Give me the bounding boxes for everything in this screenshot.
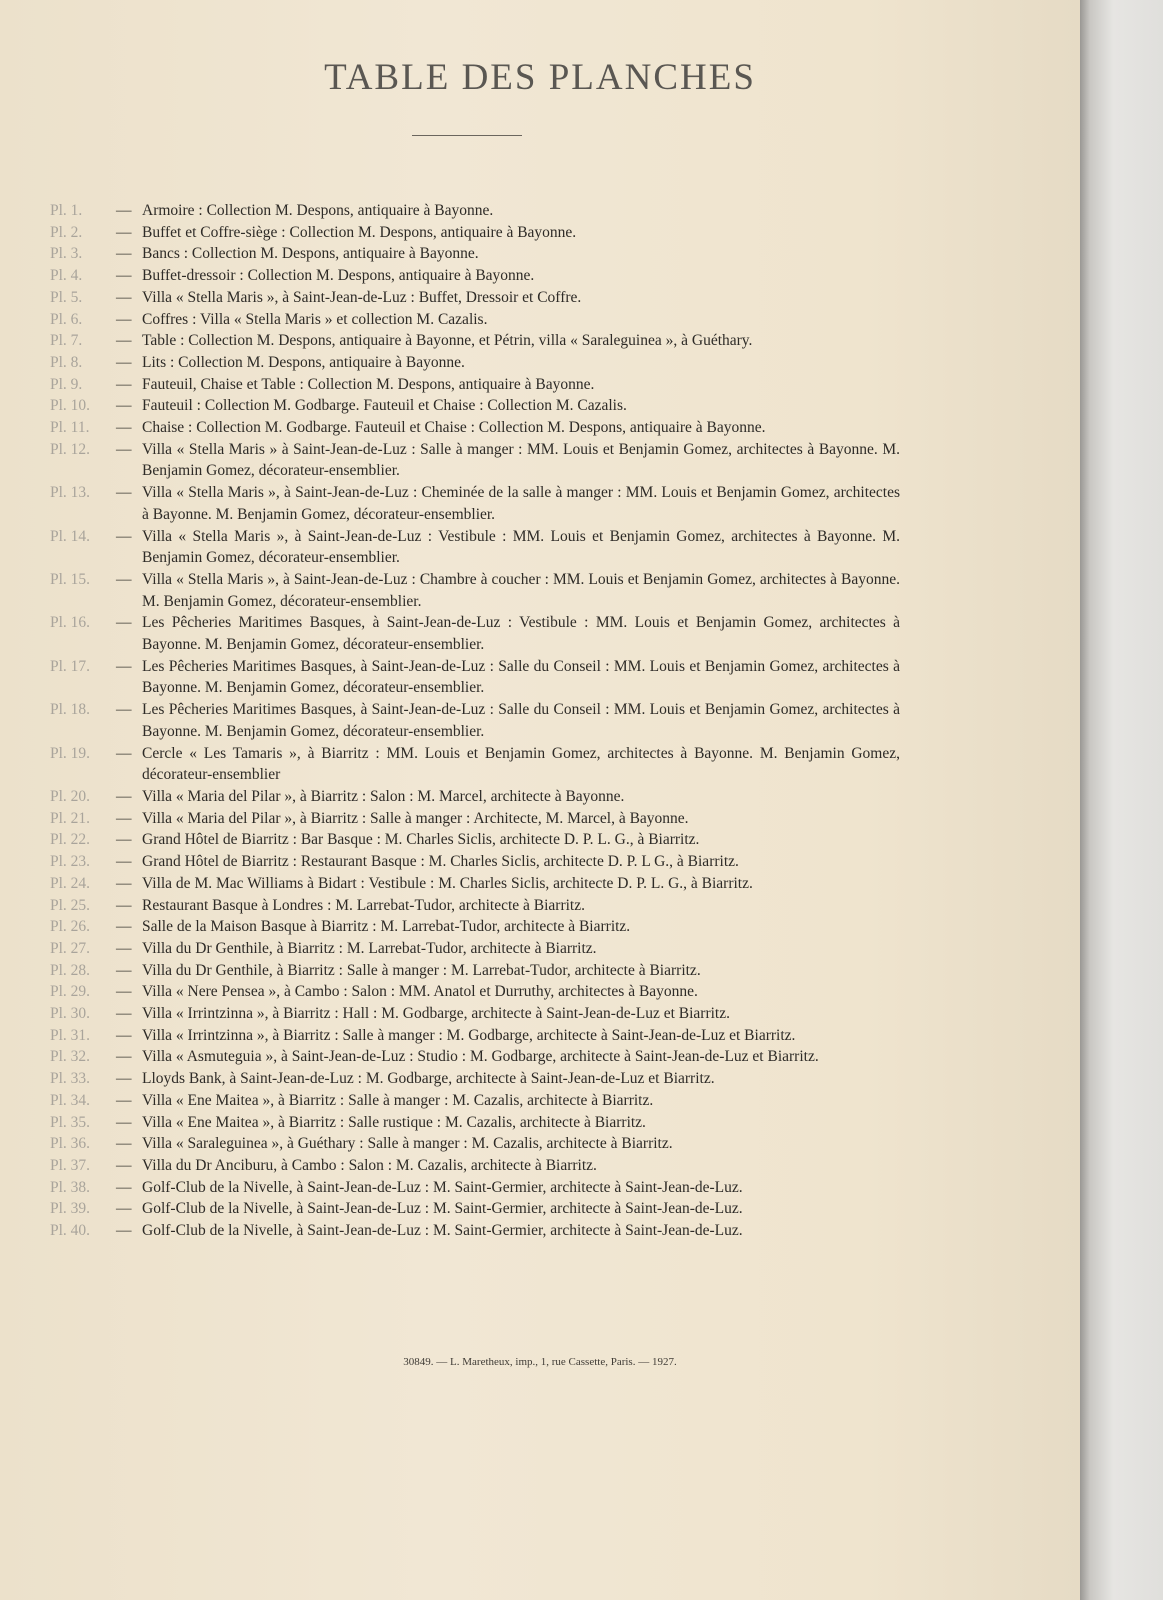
- plate-entry: [50, 395, 900, 417]
- printer-imprint: 30849. — L. Maretheux, imp., 1, rue Cassette, Paris. — 1927.: [403, 1356, 677, 1368]
- plate-description: Villa « Maria del Pilar », à Biarritz : Salon : M. Marcel, architecte à Bayonne.: [142, 787, 625, 805]
- plate-entry: [50, 330, 900, 352]
- plate-description: Villa « Stella Maris », à Saint-Jean-de-Luz : Cheminée de la salle à manger : MM. Louis et Benjamin Gomez, architectes à Bayonne. M. Benjamin Gomez, décorateur-ensemblier.: [142, 484, 900, 523]
- entry-dash: —: [116, 1026, 132, 1044]
- entry-dash: —: [116, 1091, 132, 1109]
- plate-description: Villa « Ene Maitea », à Biarritz : Salle à manger : M. Cazalis, architecte à Biarritz.: [142, 1091, 654, 1109]
- entry-dash: —: [116, 657, 132, 675]
- plate-number: Pl. 9.: [50, 375, 83, 393]
- plate-number: Pl. 21.: [50, 809, 91, 827]
- entry-dash: —: [116, 310, 132, 328]
- plate-entry: [50, 829, 900, 851]
- entry-dash: —: [116, 614, 132, 632]
- plate-description: Villa « Stella Maris », à Saint-Jean-de-Luz : Chambre à coucher : MM. Louis et Benjamin Gomez, architectes à Bayonne. M. Benjamin Gomez, décorateur-ensemblier.: [142, 570, 900, 610]
- plate-description: Villa « Ene Maitea », à Biarritz : Salle rustique : M. Cazalis, architecte à Biarritz.: [142, 1113, 646, 1131]
- plate-entry: [50, 417, 900, 439]
- plate-description: Coffres : Villa « Stella Maris » et collection M. Cazalis.: [142, 310, 488, 328]
- plate-entry: [50, 960, 900, 982]
- plate-description: Fauteuil, Chaise et Table : Collection M. Despons, antiquaire à Bayonne.: [142, 375, 595, 393]
- plate-entry: [50, 1112, 900, 1134]
- entry-dash: —: [116, 332, 132, 350]
- plate-number: Pl. 8.: [50, 353, 83, 371]
- plate-description: Grand Hôtel de Biarritz : Restaurant Basque : M. Charles Siclis, architecte D. P. L G., à Biarritz.: [142, 853, 739, 871]
- entry-dash: —: [116, 1070, 132, 1088]
- entry-dash: —: [116, 1005, 132, 1023]
- entry-dash: —: [116, 701, 132, 719]
- plate-description: Villa « Irrintzinna », à Biarritz : Hall : M. Godbarge, architecte à Saint-Jean-de-Luz et Biarritz.: [142, 1005, 730, 1023]
- plate-description: Golf-Club de la Nivelle, à Saint-Jean-de-Luz : M. Saint-Germier, architecte à Saint-Jean-de-Luz.: [142, 1200, 743, 1218]
- plate-description: Villa « Saraleguinea », à Guéthary : Salle à manger : M. Cazalis, architecte à Biarritz.: [142, 1135, 673, 1153]
- plate-number: Pl. 29.: [50, 983, 91, 1001]
- plate-description: Villa du Dr Anciburu, à Cambo : Salon : M. Cazalis, architecte à Biarritz.: [142, 1156, 597, 1174]
- plate-entry: [50, 1220, 900, 1242]
- plate-description: Villa de M. Mac Williams à Bidart : Vestibule : M. Charles Siclis, architecte D. P. L. G., à Biarritz.: [142, 874, 753, 892]
- plate-entry: [50, 1133, 900, 1155]
- plate-number: Pl. 33.: [50, 1070, 91, 1088]
- plate-number: Pl. 20.: [50, 787, 91, 805]
- plate-entry: [50, 439, 900, 482]
- entry-dash: —: [116, 896, 132, 914]
- plate-description: Grand Hôtel de Biarritz : Bar Basque : M. Charles Siclis, architecte D. P. L. G., à Biarritz.: [142, 831, 700, 849]
- plate-entry: [50, 1090, 900, 1112]
- plate-number: Pl. 7.: [50, 332, 83, 350]
- entry-dash: —: [116, 939, 132, 957]
- entry-dash: —: [116, 288, 132, 306]
- plate-number: Pl. 25.: [50, 896, 91, 914]
- plate-description: Golf-Club de la Nivelle, à Saint-Jean-de-Luz : M. Saint-Germier, architecte à Saint-Jean-de-Luz.: [142, 1178, 743, 1196]
- title-rule: [412, 135, 522, 136]
- plate-description: Villa du Dr Genthile, à Biarritz : M. Larrebat-Tudor, architecte à Biarritz.: [142, 939, 597, 957]
- plate-number: Pl. 5.: [50, 288, 83, 306]
- plate-description: Lloyds Bank, à Saint-Jean-de-Luz : M. Godbarge, architecte à Saint-Jean-de-Luz et Biarritz.: [142, 1070, 715, 1088]
- plate-description: Les Pêcheries Maritimes Basques, à Saint-Jean-de-Luz : Salle du Conseil : MM. Louis et Benjamin Gomez, architectes à Bayonne. M. Benjamin Gomez, décorateur-ensemblier.: [142, 701, 900, 740]
- plate-number: Pl. 17.: [50, 657, 91, 675]
- plate-description: Golf-Club de la Nivelle, à Saint-Jean-de-Luz : M. Saint-Germier, architecte à Saint-Jean-de-Luz.: [142, 1222, 743, 1240]
- plate-number: Pl. 24.: [50, 874, 91, 892]
- plate-description: Cercle « Les Tamaris », à Biarritz : MM. Louis et Benjamin Gomez, architectes à Bayonne. M. Benjamin Gomez, décorateur-ensemblier: [142, 744, 900, 784]
- entry-dash: —: [116, 809, 132, 827]
- entry-dash: —: [116, 744, 132, 762]
- plate-entry: [50, 200, 900, 222]
- plate-entry: [50, 873, 900, 895]
- entry-dash: —: [116, 1178, 132, 1196]
- plate-description: Salle de la Maison Basque à Biarritz : M. Larrebat-Tudor, architecte à Biarritz.: [142, 918, 631, 936]
- entry-dash: —: [116, 1048, 132, 1066]
- page-edge: [1080, 0, 1163, 1600]
- plate-number: Pl. 23.: [50, 853, 91, 871]
- plate-entry: [50, 851, 900, 873]
- plate-description: Buffet-dressoir : Collection M. Despons, antiquaire à Bayonne.: [142, 267, 535, 285]
- entry-dash: —: [116, 1200, 132, 1218]
- entry-dash: —: [116, 1113, 132, 1131]
- plate-number: Pl. 16.: [50, 614, 91, 632]
- plate-entry: [50, 938, 900, 960]
- plate-number: Pl. 39.: [50, 1200, 91, 1218]
- plate-number: Pl. 13.: [50, 484, 91, 502]
- plate-description: Villa « Stella Maris », à Saint-Jean-de-Luz : Vestibule : MM. Louis et Benjamin Gomez, architectes à Bayonne. M. Benjamin Gomez, décorateur-ensemblier.: [142, 527, 900, 567]
- plate-description: Restaurant Basque à Londres : M. Larrebat-Tudor, architecte à Biarritz.: [142, 896, 585, 914]
- plate-number: Pl. 18.: [50, 701, 91, 719]
- entry-dash: —: [116, 570, 132, 588]
- plate-number: Pl. 28.: [50, 961, 91, 979]
- plate-number: Pl. 10.: [50, 397, 91, 415]
- entry-dash: —: [116, 918, 132, 936]
- plate-entry: [50, 1003, 900, 1025]
- plate-entry: [50, 265, 900, 287]
- plate-entry: [50, 1155, 900, 1177]
- plate-description: Villa « Stella Maris », à Saint-Jean-de-Luz : Buffet, Dressoir et Coffre.: [142, 288, 582, 306]
- plate-entry: [50, 1177, 900, 1199]
- plate-entry: [50, 374, 900, 396]
- entry-dash: —: [116, 961, 132, 979]
- plate-entry: [50, 1198, 900, 1220]
- plate-description: Villa « Nere Pensea », à Cambo : Salon : MM. Anatol et Durruthy, architectes à Bayonne.: [142, 983, 698, 1001]
- plate-entry: [50, 981, 900, 1003]
- entry-dash: —: [116, 484, 132, 502]
- plate-number: Pl. 38.: [50, 1178, 91, 1196]
- plate-number: Pl. 27.: [50, 939, 91, 957]
- plate-description: Fauteuil : Collection M. Godbarge. Fauteuil et Chaise : Collection M. Cazalis.: [142, 397, 627, 415]
- entry-dash: —: [116, 202, 132, 219]
- plate-description: Chaise : Collection M. Godbarge. Fauteuil et Chaise : Collection M. Despons, antiquaire à Bayonne.: [142, 419, 766, 437]
- plate-number: Pl. 26.: [50, 918, 91, 936]
- plate-entry: [50, 287, 900, 309]
- plate-number: Pl. 19.: [50, 744, 91, 762]
- plates-list: [50, 200, 900, 1242]
- entry-dash: —: [116, 245, 132, 263]
- plate-entry: [50, 1068, 900, 1090]
- plate-number: Pl. 6.: [50, 310, 83, 328]
- entry-dash: —: [116, 1222, 132, 1240]
- plate-description: Villa du Dr Genthile, à Biarritz : Salle à manger : M. Larrebat-Tudor, architecte à Biarritz.: [142, 961, 701, 979]
- plate-description: Villa « Maria del Pilar », à Biarritz : Salle à manger : Architecte, M. Marcel, à Bayonne.: [142, 809, 689, 827]
- plate-number: Pl. 2.: [50, 223, 83, 241]
- plate-number: Pl. 40.: [50, 1222, 91, 1240]
- plate-number: Pl. 3.: [50, 245, 83, 263]
- plate-description: Lits : Collection M. Despons, antiquaire à Bayonne.: [142, 353, 465, 371]
- plate-description: Les Pêcheries Maritimes Basques, à Saint-Jean-de-Luz : Vestibule : MM. Louis et Benjamin Gomez, architectes à Bayonne. M. Benjamin Gomez, décorateur-ensemblier.: [142, 614, 900, 654]
- plate-number: Pl. 35.: [50, 1113, 91, 1131]
- plate-number: Pl. 36.: [50, 1135, 91, 1153]
- plate-number: Pl. 14.: [50, 527, 91, 545]
- entry-dash: —: [116, 1156, 132, 1174]
- plate-entry: [50, 808, 900, 830]
- entry-dash: —: [116, 787, 132, 805]
- plate-entry: [50, 786, 900, 808]
- plate-number: Pl. 32.: [50, 1048, 91, 1066]
- entry-dash: —: [116, 353, 132, 371]
- plate-entry: [50, 895, 900, 917]
- plate-entry: [50, 526, 900, 569]
- plate-number: Pl. 22.: [50, 831, 91, 849]
- plate-entry: [50, 1046, 900, 1068]
- plate-entry: [50, 569, 900, 612]
- plate-entry: [50, 482, 900, 525]
- plate-entry: [50, 699, 900, 742]
- entry-dash: —: [116, 440, 132, 458]
- plate-number: Pl. 12.: [50, 440, 91, 458]
- plate-entry: [50, 222, 900, 244]
- entry-dash: —: [116, 983, 132, 1001]
- plate-number: Pl. 30.: [50, 1005, 91, 1023]
- entry-dash: —: [116, 419, 132, 437]
- plate-description: Table : Collection M. Despons, antiquaire à Bayonne, et Pétrin, villa « Saraleguinea », à Guéthary.: [142, 332, 753, 350]
- plate-entry: [50, 612, 900, 655]
- plate-entry: [50, 743, 900, 786]
- entry-dash: —: [116, 874, 132, 892]
- entry-dash: —: [116, 223, 132, 241]
- plate-entry: [50, 656, 900, 699]
- entry-dash: —: [116, 527, 132, 545]
- plate-description: Buffet et Coffre-siège : Collection M. Despons, antiquaire à Bayonne.: [142, 223, 577, 241]
- plate-entry: [50, 352, 900, 374]
- entry-dash: —: [116, 375, 132, 393]
- plate-number: Pl. 11.: [50, 419, 90, 437]
- plate-description: Bancs : Collection M. Despons, antiquaire à Bayonne.: [142, 245, 479, 263]
- plate-number: Pl. 4.: [50, 267, 83, 285]
- entry-dash: —: [116, 831, 132, 849]
- entry-dash: —: [116, 1135, 132, 1153]
- page-title: TABLE DES PLANCHES: [324, 57, 756, 98]
- plate-description: Armoire : Collection M. Despons, antiquaire à Bayonne.: [142, 202, 494, 219]
- plate-entry: [50, 309, 900, 331]
- plate-description: Villa « Irrintzinna », à Biarritz : Salle à manger : M. Godbarge, architecte à Saint-Jean-de-Luz et Biarritz.: [142, 1026, 796, 1044]
- plate-description: Villa « Asmuteguia », à Saint-Jean-de-Luz : Studio : M. Godbarge, architecte à Saint-Jean-de-Luz et Biarritz.: [142, 1048, 819, 1066]
- plate-number: Pl. 31.: [50, 1026, 91, 1044]
- plate-number: Pl. 34.: [50, 1091, 91, 1109]
- plate-number: Pl. 1.: [50, 202, 83, 219]
- entry-dash: —: [116, 267, 132, 285]
- plate-entry: [50, 243, 900, 265]
- plate-number: Pl. 37.: [50, 1156, 91, 1174]
- entry-dash: —: [116, 397, 132, 415]
- plate-description: Les Pêcheries Maritimes Basques, à Saint-Jean-de-Luz : Salle du Conseil : MM. Louis et Benjamin Gomez, architectes à Bayonne. M. Benjamin Gomez, décorateur-ensemblier.: [142, 657, 900, 697]
- plate-entry: [50, 916, 900, 938]
- plate-description: Villa « Stella Maris » à Saint-Jean-de-Luz : Salle à manger : MM. Louis et Benjamin Gomez, architectes à Bayonne. M. Benjamin Gomez, décorateur-ensemblier.: [142, 440, 900, 480]
- plate-entry: [50, 1025, 900, 1047]
- entry-dash: —: [116, 853, 132, 871]
- plate-number: Pl. 15.: [50, 570, 91, 588]
